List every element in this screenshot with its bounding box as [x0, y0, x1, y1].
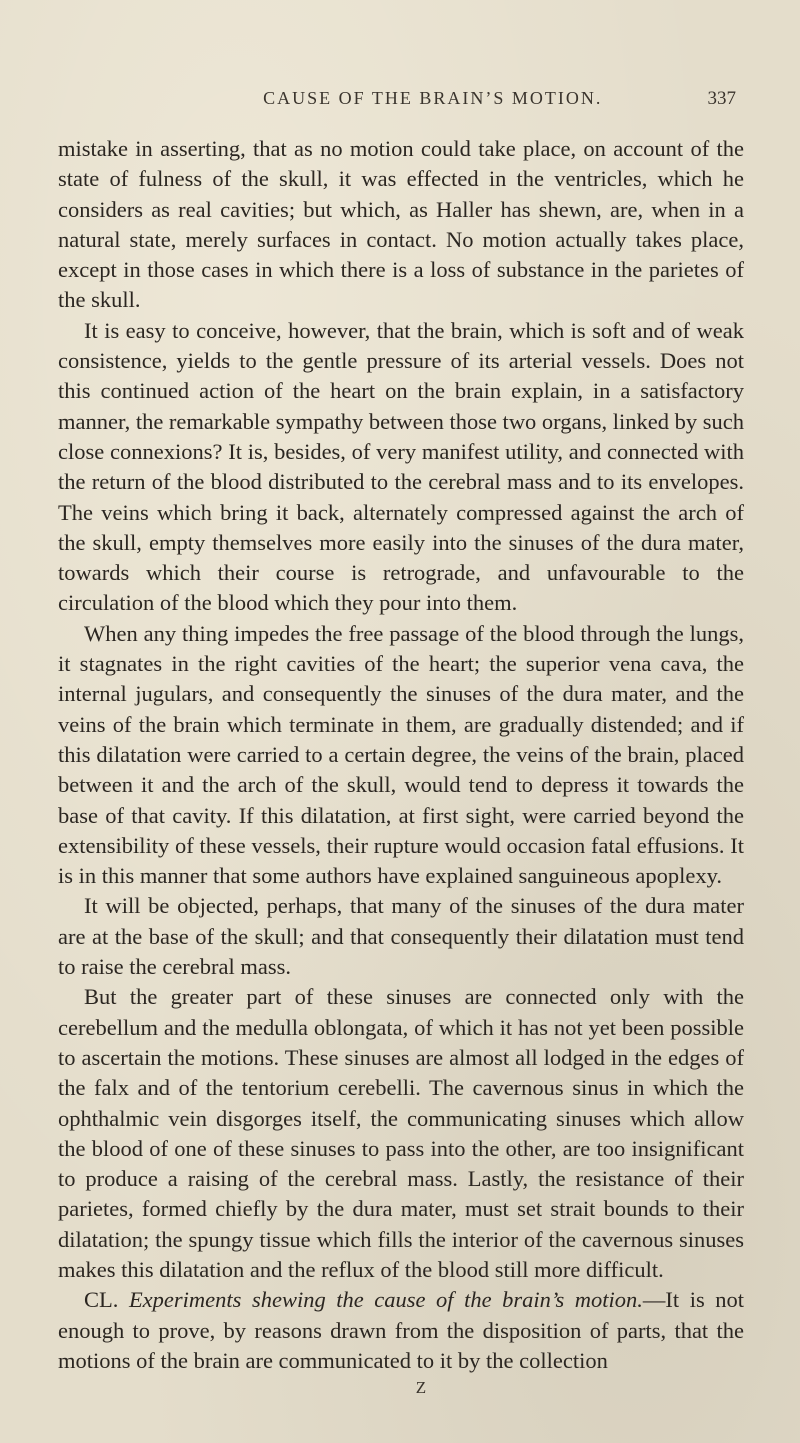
section-title: Experiments shewing the cause of the brain’s motion.	[128, 1287, 643, 1313]
page-number: 337	[707, 88, 736, 109]
running-head	[58, 88, 744, 120]
paragraph-4: It will be objected, perhaps, that many of the sinuses of the dura mater are at the base of the skull; and that consequently their dilatation must tend to raise the cerebral mass.	[58, 893, 744, 980]
book-page	[58, 88, 744, 1398]
signature-mark: Z	[415, 1378, 427, 1398]
paragraph-1: mistake in asserting, that as no motion could take place, on account of the state of fulness of the skull, it was effected in the ventricles, which he considers as real cavities; but which, as Haller has shewn, are, when in a natural state, merely surfaces in contact. No motion actually takes place, except in those cases in which there is a loss of substance in the parietes of the skull.	[58, 136, 744, 313]
paragraph-5: But the greater part of these sinuses are connected only with the cerebellum and the medulla oblongata, of which it has not yet been possible to ascertain the motions. These sinuses are almost all lodged in the edges of the falx and of the tentorium cerebelli. The cavernous sinus in which the ophthalmic vein disgorges itself, the communicating sinuses which allow the blood of one of these sinuses to pass into the other, are too insignificant to produce a raising of the cerebral mass. Lastly, the resistance of their parietes, formed chiefly by the dura mater, must set strait bounds to their dilatation; the spungy tissue which fills the interior of the cavernous sinuses makes this dilatation and the reflux of the blood still more difficult.	[58, 984, 744, 1282]
section-number: CL.	[84, 1287, 119, 1313]
paragraph-3: When any thing impedes the free passage of the blood through the lungs, it stagnates in the right cavities of the heart; the superior vena cava, the internal jugulars, and consequently the sinuses of the dura mater, and the veins of the brain which terminate in them, are gradually distended; and if this dilatation were carried to a certain degree, the veins of the brain, placed between it and the arch of the skull, would tend to depress it towards the base of that cavity. If this dilatation, at first sight, were carried beyond the extensibility of these vessels, their rupture would occasion fatal effusions. It is in this manner that some authors have explained sanguineous apoplexy.	[58, 620, 744, 889]
body-text	[58, 134, 744, 1376]
paragraph-6	[58, 1285, 744, 1376]
paragraph-2: It is easy to conceive, however, that the brain, which is soft and of weak consistence, yields to the gentle pressure of its arterial vessels. Does not this continued action of the heart on the brain explain, in a satisfactory manner, the remarkable sympathy between those two organs, linked by such close connexions? It is, besides, of very manifest utility, and connected with the return of the blood distributed to the cerebral mass and to its envelopes. The veins which bring it back, alternately compressed against the arch of the skull, empty themselves more easily into the sinuses of the dura mater, towards which their course is retrograde, and unfavourable to the circulation of the blood which they pour into them.	[58, 317, 744, 616]
section-text: —It is not enough to prove, by reasons drawn from the disposition of parts, that the motions of the brain are communicated to it by the collection	[58, 1287, 744, 1373]
running-title: CAUSE OF THE BRAIN’S MOTION.	[263, 88, 603, 108]
